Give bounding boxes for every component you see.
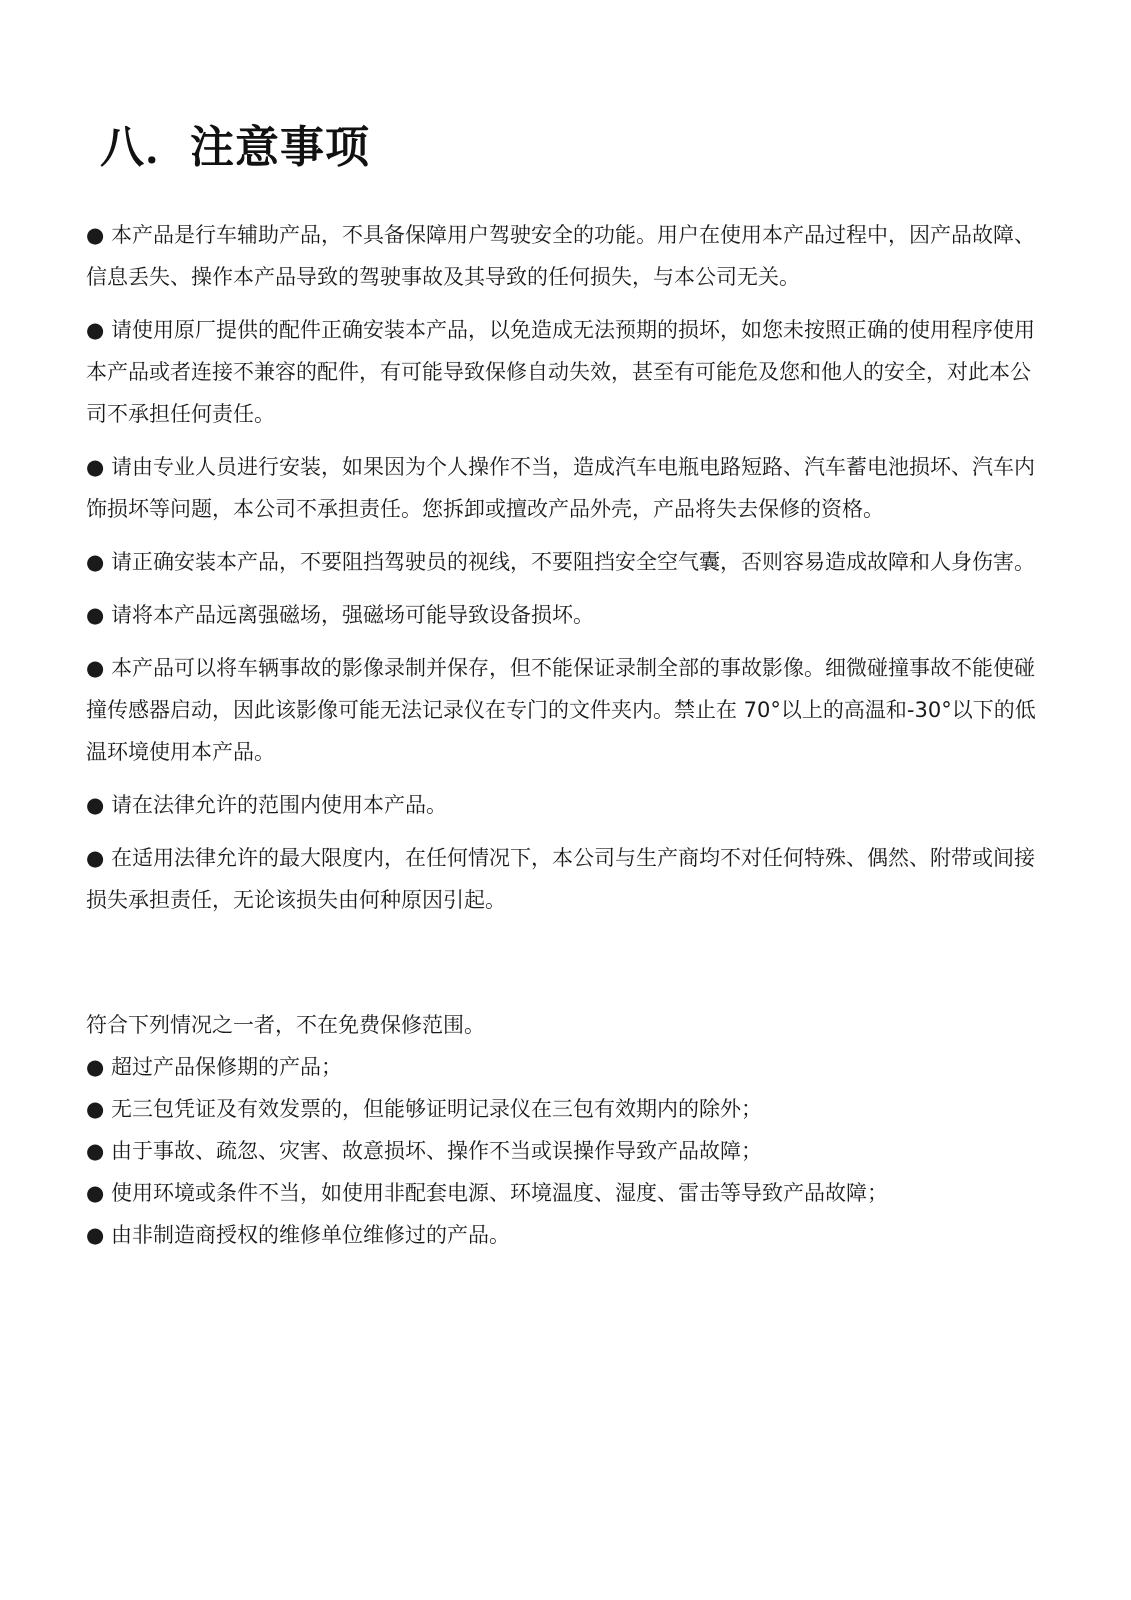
exclusion-text: 由非制造商授权的维修单位维修过的产品。 bbox=[111, 1223, 511, 1247]
precaution-item bbox=[86, 594, 1051, 636]
exclusion-item bbox=[86, 1088, 1051, 1130]
warranty-exclusions-section bbox=[86, 1004, 1051, 1256]
bullet-icon: ● bbox=[86, 550, 105, 574]
exclusion-text: 超过产品保修期的产品； bbox=[111, 1055, 343, 1079]
precaution-item bbox=[86, 784, 1051, 826]
precaution-text: 在适用法律允许的最大限度内，在任何情况下，本公司与生产商均不对任何特殊、偶然、附带或间接损失承担责任，无论该损失由何种原因引起。 bbox=[86, 846, 1036, 912]
bullet-icon: ● bbox=[86, 455, 105, 479]
bullet-icon: ● bbox=[86, 846, 105, 870]
precaution-item bbox=[86, 647, 1051, 773]
precaution-item bbox=[86, 446, 1051, 530]
exclusion-text: 使用环境或条件不当，如使用非配套电源、环境温度、湿度、雷击等导致产品故障； bbox=[111, 1181, 889, 1205]
bullet-icon: ● bbox=[86, 1139, 105, 1163]
exclusion-item bbox=[86, 1214, 1051, 1256]
bullet-icon: ● bbox=[86, 318, 105, 342]
precaution-text: 本产品可以将车辆事故的影像录制并保存，但不能保证录制全部的事故影像。细微碰撞事故不能使碰撞传感器启动，因此该影像可能无法记录仪在专门的文件夹内。禁止在 70°以上的高温和-30°以下的低温环境使用本产品。 bbox=[86, 656, 1036, 764]
precaution-text: 本产品是行车辅助产品，不具备保障用户驾驶安全的功能。用户在使用本产品过程中，因产品故障、信息丢失、操作本产品导致的驾驶事故及其导致的任何损失，与本公司无关。 bbox=[86, 223, 1036, 289]
bullet-icon: ● bbox=[86, 1055, 105, 1079]
exclusions-list bbox=[86, 1046, 1051, 1256]
exclusion-item bbox=[86, 1172, 1051, 1214]
exclusion-text: 无三包凭证及有效发票的，但能够证明记录仪在三包有效期内的除外； bbox=[111, 1097, 763, 1121]
bullet-icon: ● bbox=[86, 1181, 105, 1205]
exclusion-item bbox=[86, 1046, 1051, 1088]
bullet-icon: ● bbox=[86, 656, 105, 680]
precaution-item bbox=[86, 214, 1051, 298]
precaution-text: 请正确安装本产品，不要阻挡驾驶员的视线，不要阻挡安全空气囊，否则容易造成故障和人身伤害。 bbox=[111, 550, 1036, 574]
bullet-icon: ● bbox=[86, 1223, 105, 1247]
warranty-intro: 符合下列情况之一者，不在免费保修范围。 bbox=[86, 1013, 485, 1037]
precaution-item bbox=[86, 837, 1051, 921]
precaution-item bbox=[86, 541, 1051, 583]
precaution-text: 请使用原厂提供的配件正确安装本产品，以免造成无法预期的损坏，如您未按照正确的使用程序使用本产品或者连接不兼容的配件，有可能导致保修自动失效，甚至有可能危及您和他人的安全，对此本公司不承担任何责任。 bbox=[86, 318, 1036, 426]
bullet-icon: ● bbox=[86, 1097, 105, 1121]
precaution-item bbox=[86, 309, 1051, 435]
precaution-text: 请在法律允许的范围内使用本产品。 bbox=[111, 793, 448, 817]
exclusion-item bbox=[86, 1130, 1051, 1172]
bullet-icon: ● bbox=[86, 793, 105, 817]
bullet-icon: ● bbox=[86, 603, 105, 627]
bullet-icon: ● bbox=[86, 223, 105, 247]
precaution-text: 请将本产品远离强磁场，强磁场可能导致设备损坏。 bbox=[111, 603, 595, 627]
precautions-list bbox=[86, 214, 1051, 932]
section-title: 八．注意事项 bbox=[100, 122, 370, 173]
exclusion-text: 由于事故、疏忽、灾害、故意损坏、操作不当或误操作导致产品故障； bbox=[111, 1139, 763, 1163]
precaution-text: 请由专业人员进行安装，如果因为个人操作不当，造成汽车电瓶电路短路、汽车蓄电池损坏、汽车内饰损坏等问题，本公司不承担责任。您拆卸或擅改产品外壳，产品将失去保修的资格。 bbox=[86, 455, 1036, 521]
